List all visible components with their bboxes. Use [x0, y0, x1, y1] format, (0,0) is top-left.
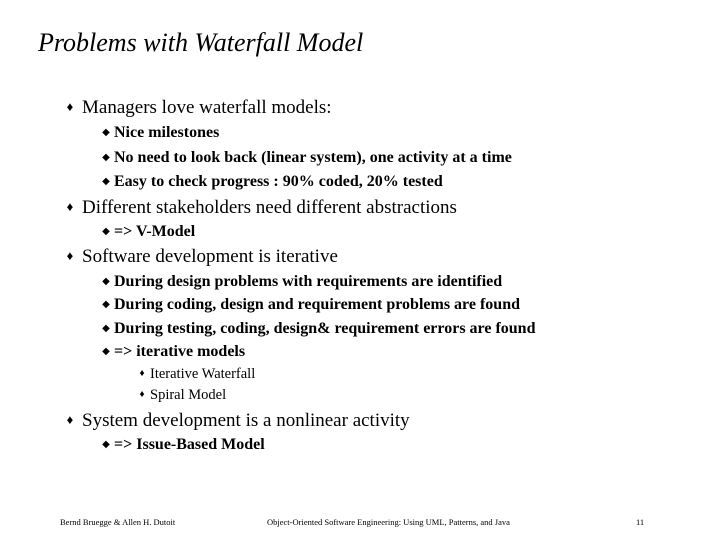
diamond-bullet-icon: ◆	[102, 152, 110, 163]
diamond-bullet-icon: ◆	[102, 127, 110, 138]
bullet-text: Easy to check progress : 90% coded, 20% tested	[114, 173, 443, 190]
diamond-bullet-icon: ◆	[102, 439, 110, 450]
bullet-text: Nice milestones	[114, 124, 220, 141]
bullet-text: During coding, design and requirement problems are found	[114, 296, 520, 313]
bullet-text: => V-Model	[114, 223, 196, 240]
diamond-bullet-icon: ♦	[66, 99, 74, 114]
bullet-item	[58, 247, 338, 266]
footer-authors: Bernd Bruegge & Allen H. Dutoit	[60, 517, 176, 527]
bullet-item	[98, 125, 219, 141]
diamond-bullet-icon: ◆	[102, 276, 110, 287]
diamond-bullet-icon: ◆	[102, 226, 110, 237]
bullet-text: Iterative Waterfall	[150, 366, 256, 382]
diamond-bullet-icon: ♦	[139, 389, 145, 400]
bullet-item	[58, 198, 457, 217]
diamond-bullet-icon: ◆	[102, 299, 110, 310]
footer-book-title: Object-Oriented Software Engineering: Using UML, Patterns, and Java	[267, 517, 510, 527]
diamond-bullet-icon: ♦	[66, 412, 74, 427]
diamond-bullet-icon: ♦	[139, 368, 145, 379]
bullet-item	[134, 367, 255, 382]
diamond-bullet-icon: ◆	[102, 176, 110, 187]
bullet-item	[58, 98, 332, 117]
bullet-text: => Issue-Based Model	[114, 436, 265, 453]
bullet-text: During design problems with requirements are identified	[114, 273, 503, 290]
bullet-item	[98, 344, 245, 360]
slide-title: Problems with Waterfall Model	[38, 28, 364, 57]
diamond-bullet-icon: ♦	[66, 199, 74, 214]
bullet-item	[134, 388, 226, 403]
bullet-text: System development is a nonlinear activity	[82, 410, 410, 431]
bullet-text: Managers love waterfall models:	[82, 97, 332, 118]
bullet-text: During testing, coding, design& requirement errors are found	[114, 320, 536, 337]
bullet-item	[98, 224, 195, 240]
bullet-text: No need to look back (linear system), one activity at a time	[114, 149, 512, 166]
bullet-text: Software development is iterative	[82, 246, 338, 267]
footer-page-number: 11	[636, 517, 645, 527]
bullet-text: => iterative models	[114, 343, 246, 360]
bullet-text: Different stakeholders need different abstractions	[82, 197, 457, 218]
diamond-bullet-icon: ◆	[102, 346, 110, 357]
bullet-item	[98, 274, 502, 290]
bullet-item	[98, 297, 520, 313]
bullet-item	[98, 150, 512, 166]
bullet-text: Spiral Model	[150, 387, 227, 403]
bullet-item	[98, 174, 443, 190]
diamond-bullet-icon: ♦	[66, 248, 74, 263]
bullet-item	[58, 411, 410, 430]
diamond-bullet-icon: ◆	[102, 323, 110, 334]
bullet-item	[98, 437, 265, 453]
bullet-item	[98, 321, 535, 337]
